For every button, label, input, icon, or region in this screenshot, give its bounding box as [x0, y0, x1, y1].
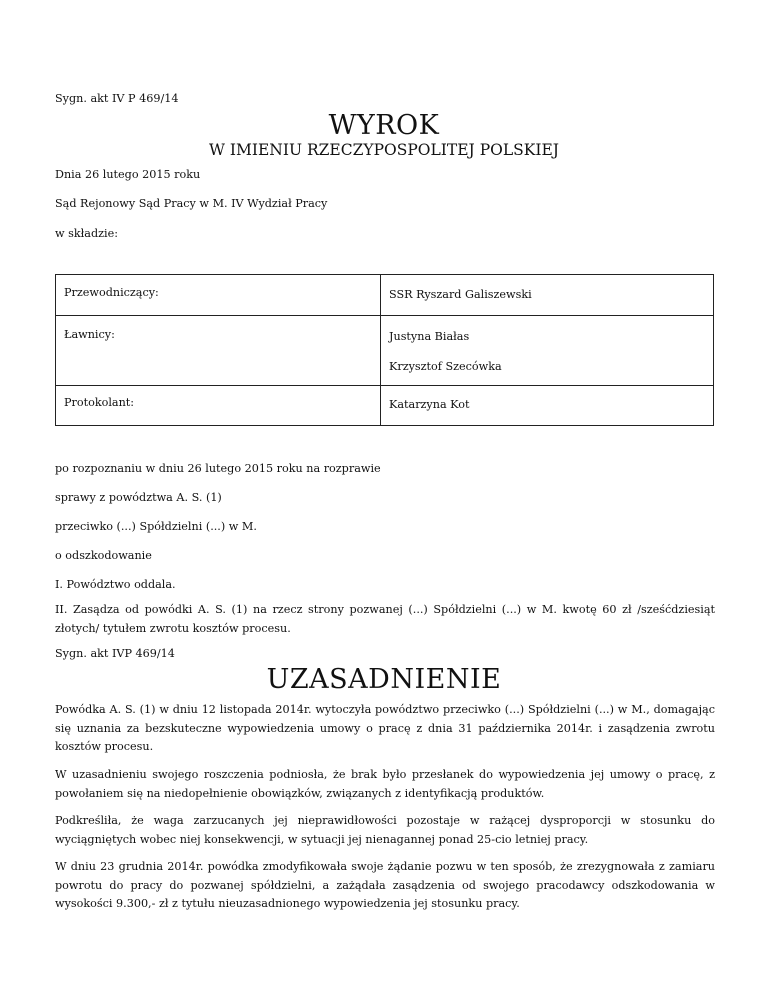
table-row: [56, 275, 714, 316]
composition-label: w składzie:: [55, 227, 118, 240]
judgment-title: WYROK: [328, 110, 440, 141]
role-cell: [56, 386, 381, 426]
hearing-line: po rozpoznaniu w dniu 26 lutego 2015 roku na rozprawie: [55, 462, 381, 475]
court-name: Sąd Rejonowy Sąd Pracy w M. IV Wydział Pracy: [55, 197, 328, 210]
name-lay-judge-2: Krzysztof Szecówka: [389, 360, 502, 373]
names-cell: [381, 316, 714, 386]
judgment-subtitle: W IMIENIU RZECZYPOSPOLITEJ POLSKIEJ: [209, 141, 559, 159]
ruling-item-1: I. Powództwo oddala.: [55, 578, 176, 591]
claimant-line: sprawy z powództwa A. S. (1): [55, 491, 222, 504]
role-clerk: Protokolant:: [64, 396, 135, 409]
role-cell: [56, 316, 381, 386]
names-cell: [381, 275, 714, 316]
bench-composition-table: [55, 274, 714, 426]
role-presiding: Przewodniczący:: [64, 286, 159, 299]
role-lay-judges: Ławnicy:: [64, 328, 115, 341]
name-presiding-judge: SSR Ryszard Galiszewski: [389, 288, 532, 301]
justification-paragraph-1: Powódka A. S. (1) w dniu 12 listopada 2014r. wytoczyła powództwo przeciwko (...) Spółdzielni (...) w M., domagając się uznania za bezskuteczne wypowiedzenia umowy o pracę z dnia 31 października 2014r. i zasądzenia zwrotu kosztów procesu.: [55, 703, 715, 753]
judgment-date: Dnia 26 lutego 2015 roku: [55, 168, 201, 181]
justification-paragraph-2: W uzasadnieniu swojego roszczenia podniosła, że brak było przesłanek do wypowiedzenia jej umowy o pracę, z powołaniem się na niedopełnienie obowiązków, związanych z identyfikacją produktów.: [55, 768, 715, 800]
ruling-item-2: II. Zasądza od powódki A. S. (1) na rzecz strony pozwanej (...) Spółdzielni (...) w M. kwotę 60 zł /sześćdziesiąt złotych/ tytułem zwrotu kosztów procesu.: [55, 603, 715, 635]
justification-case-number: Sygn. akt IVP 469/14: [55, 647, 175, 660]
justification-paragraph-3: Podkreśliła, że waga zarzucanych jej nieprawidłowości pozostaje w rażącej dysproporcji w stosunku do wyciągniętych wobec niej konsekwencji, w sytuacji jej nienagannej ponad 25-cio letniej pracy.: [55, 814, 715, 846]
defendant-line: przeciwko (...) Spółdzielni (...) w M.: [55, 520, 257, 533]
names-cell: [381, 386, 714, 426]
name-lay-judge-1: Justyna Białas: [389, 330, 470, 343]
case-number: Sygn. akt IV P 469/14: [55, 92, 179, 105]
justification-title: UZASADNIENIE: [266, 664, 502, 695]
table-row: [56, 316, 714, 386]
name-clerk: Katarzyna Kot: [389, 398, 470, 411]
table-row: [56, 386, 714, 426]
role-cell: [56, 275, 381, 316]
justification-paragraph-4: W dniu 23 grudnia 2014r. powódka zmodyfikowała swoje żądanie pozwu w ten sposób, że zrezygnowała z zamiaru powrotu do pracy do pozwanej spółdzielni, a zażądała zasądzenia od swojego pracodawcy odszkodowania w wysokości 9.300,- zł z tytułu nieuzasadnionego wypowiedzenia jej stosunku pracy.: [55, 860, 715, 910]
subject-line: o odszkodowanie: [55, 549, 152, 562]
